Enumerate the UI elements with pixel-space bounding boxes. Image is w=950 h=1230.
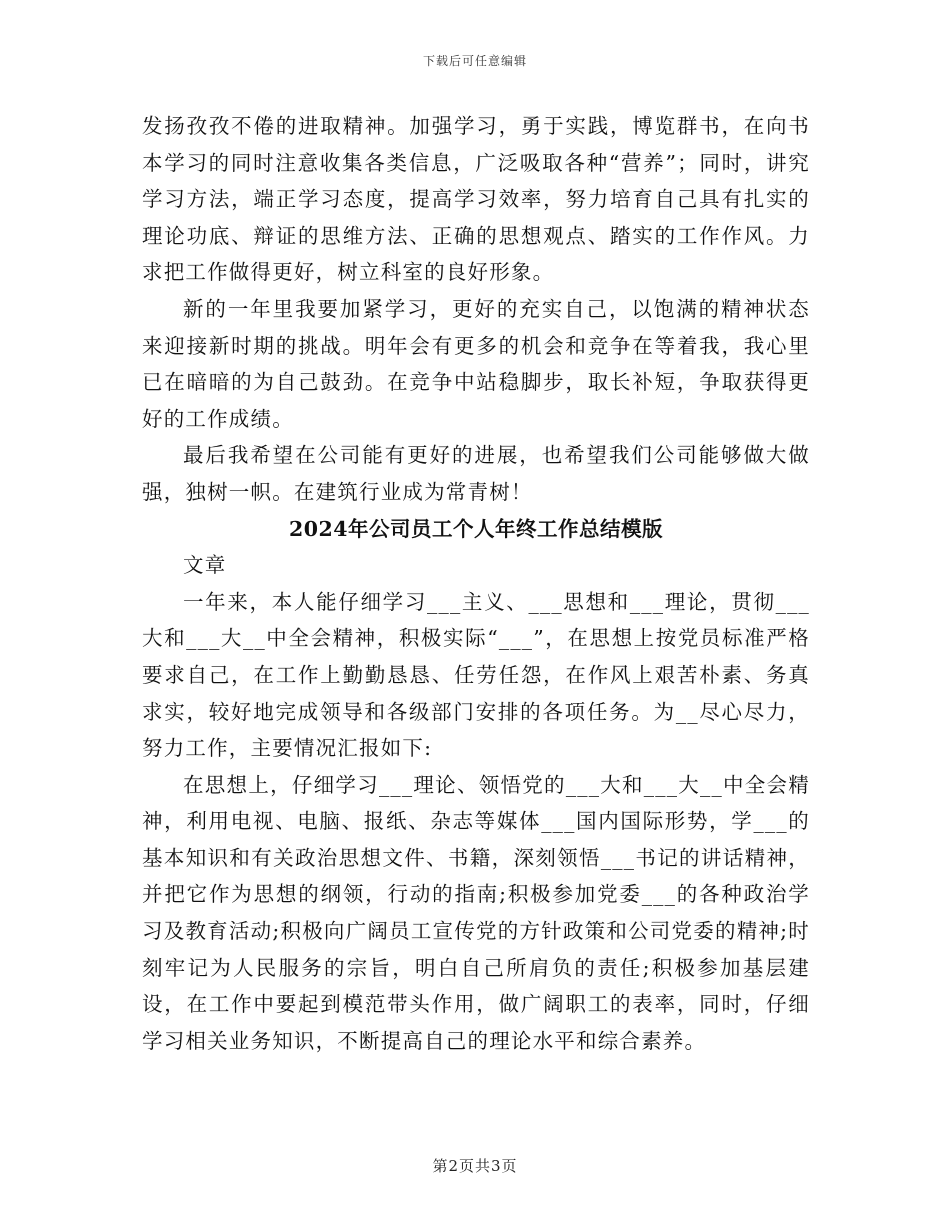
paragraph-article-label: 文章: [183, 553, 227, 578]
page-footer: 第2页共3页: [432, 1157, 518, 1175]
paragraph-1: 发扬孜孜不倦的进取精神。加强学习，勇于实践，博览群书，在向书本学习的同时注意收集各类信息，广泛吸取各种“营养”；同时，讲究学习方法，端正学习态度，提高学习效率，努力培育自己具有扎实的理论功底、辩证的思维方法、正确的思想观点、踏实的工作作风。力求把工作做得更好，树立科室的良好形象。: [142, 114, 810, 285]
paragraph-3: 最后我希望在公司能有更好的进展，也希望我们公司能够做大做强，独树一帜。在建筑行业成为常青树！: [142, 443, 810, 504]
page-header: 下载后可任意编辑: [422, 54, 527, 68]
paragraph-2: 新的一年里我要加紧学习，更好的充实自己，以饱满的精神状态来迎接新时期的挑战。明年会有更多的机会和竞争在等着我，我心里已在暗暗的为自己鼓劲。在竞争中站稳脚步，取长补短，争取获得更好的工作成绩。: [142, 296, 810, 431]
document-body: [142, 108, 810, 1059]
paragraph-5: 一年来，本人能仔细学习___主义、___思想和___理论，贯彻___大和___大__中全会精神，积极实际“___”，在思想上按党员标准严格要求自己，在工作上勤勤恳恳、任劳任怨，在作风上艰苦朴素、务真求实，较好地完成领导和各级部门安排的各项任务。为__尽心尽力，努力工作，主要情况汇报如下:: [142, 589, 810, 761]
section-title: 2024年公司员工个人年终工作总结模版: [288, 516, 664, 541]
paragraph-6: 在思想上，仔细学习___理论、领悟党的___大和___大__中全会精神，利用电视、电脑、报纸、杂志等媒体___国内国际形势，学___的基本知识和有关政治思想文件、书籍，深刻领悟___书记的讲话精神，并把它作为思想的纲领，行动的指南;积极参加党委___的各种政治学习及教育活动;积极向广阔员工宣传党的方针政策和公司党委的精神;时刻牢记为人民服务的宗旨，明白自己所肩负的责任;积极参加基层建设，在工作中要起到模范带头作用，做广阔职工的表率，同时，仔细学习相关业务知识，不断提高自己的理论水平和综合素养。: [142, 772, 810, 1053]
